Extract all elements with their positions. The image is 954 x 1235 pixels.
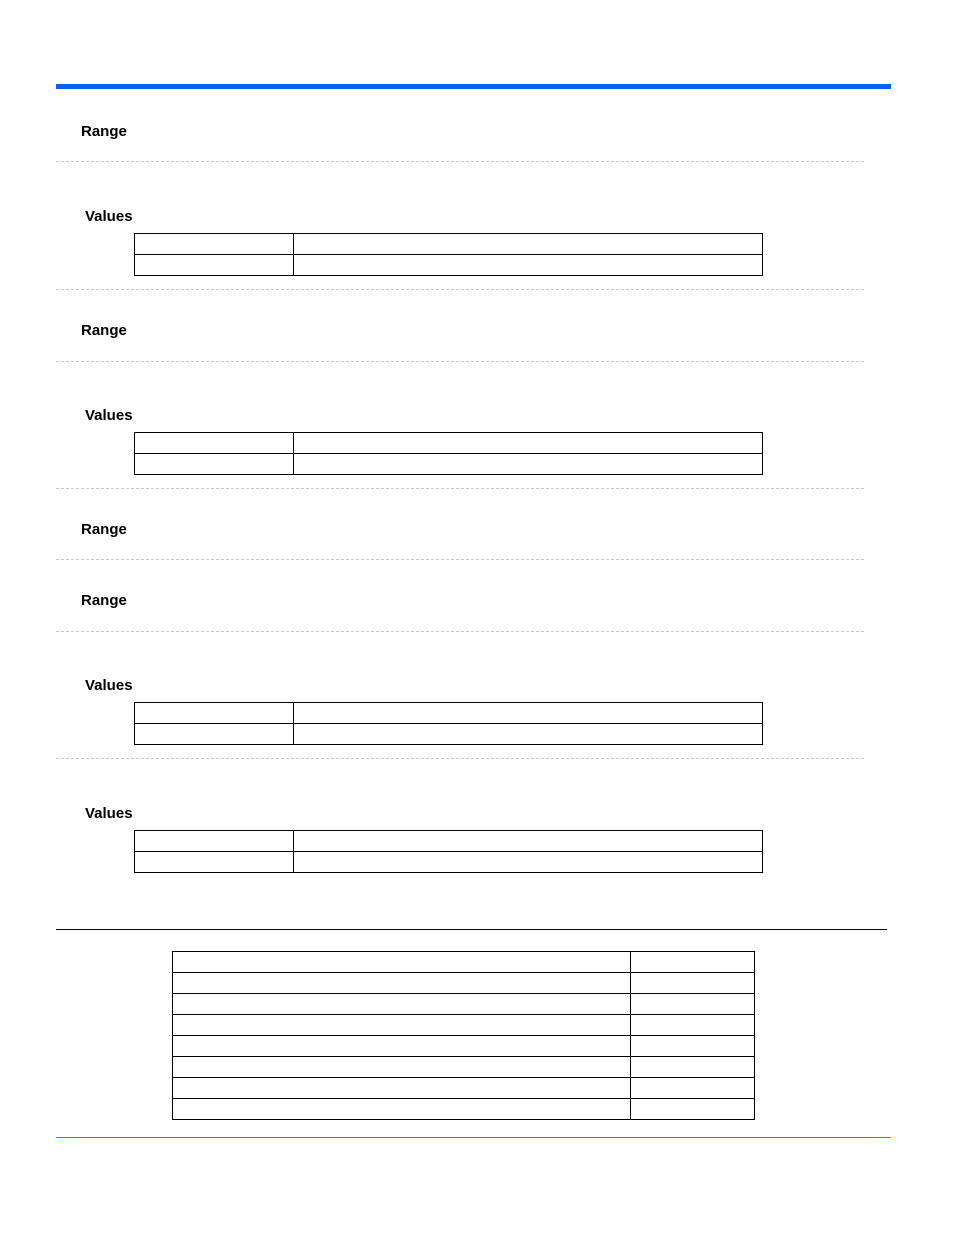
table-cell	[294, 234, 763, 255]
table-cell	[631, 994, 755, 1015]
table-cell	[631, 1057, 755, 1078]
table-cell	[294, 852, 763, 873]
values-label: Values	[85, 407, 133, 424]
values-table	[134, 702, 763, 745]
table-cell	[173, 1057, 631, 1078]
section-divider	[56, 559, 864, 560]
table-cell	[294, 831, 763, 852]
section-divider	[56, 289, 864, 290]
table-cell	[173, 973, 631, 994]
section-divider	[56, 631, 864, 632]
table-cell	[631, 1099, 755, 1120]
table-cell	[294, 703, 763, 724]
table-row	[135, 852, 763, 873]
table-row	[135, 454, 763, 475]
section-rule	[56, 929, 887, 930]
table-cell	[173, 1099, 631, 1120]
section-divider	[56, 758, 864, 759]
table-cell	[135, 703, 294, 724]
values-table	[134, 432, 763, 475]
table-cell	[173, 1078, 631, 1099]
values-label: Values	[85, 677, 133, 694]
table-row	[173, 973, 755, 994]
range-label: Range	[81, 521, 127, 538]
values-table	[134, 830, 763, 873]
table-cell	[294, 724, 763, 745]
table-row	[173, 952, 755, 973]
table-row	[173, 1078, 755, 1099]
range-label: Range	[81, 592, 127, 609]
header-accent-rule	[56, 84, 891, 89]
table-cell	[135, 433, 294, 454]
table-cell	[135, 255, 294, 276]
range-label: Range	[81, 123, 127, 140]
table-cell	[135, 724, 294, 745]
table-row	[173, 1015, 755, 1036]
table-cell	[631, 1036, 755, 1057]
table-cell	[135, 234, 294, 255]
range-label: Range	[81, 322, 127, 339]
table-row	[173, 1099, 755, 1120]
footer-rule	[56, 1137, 891, 1138]
summary-table	[172, 951, 755, 1120]
table-row	[135, 255, 763, 276]
table-row	[173, 1036, 755, 1057]
table-row	[135, 724, 763, 745]
table-row	[135, 703, 763, 724]
table-row	[173, 1057, 755, 1078]
table-cell	[631, 952, 755, 973]
table-cell	[294, 433, 763, 454]
table-cell	[173, 952, 631, 973]
table-cell	[173, 1036, 631, 1057]
table-cell	[631, 1015, 755, 1036]
table-cell	[135, 831, 294, 852]
table-row	[135, 831, 763, 852]
section-divider	[56, 361, 864, 362]
table-cell	[173, 994, 631, 1015]
values-label: Values	[85, 208, 133, 225]
table-cell	[135, 454, 294, 475]
section-divider	[56, 488, 864, 489]
table-row	[135, 433, 763, 454]
table-cell	[631, 1078, 755, 1099]
table-row	[173, 994, 755, 1015]
section-divider	[56, 161, 864, 162]
table-cell	[173, 1015, 631, 1036]
table-cell	[135, 852, 294, 873]
values-label: Values	[85, 805, 133, 822]
table-cell	[294, 255, 763, 276]
table-row	[135, 234, 763, 255]
table-cell	[294, 454, 763, 475]
table-cell	[631, 973, 755, 994]
values-table	[134, 233, 763, 276]
